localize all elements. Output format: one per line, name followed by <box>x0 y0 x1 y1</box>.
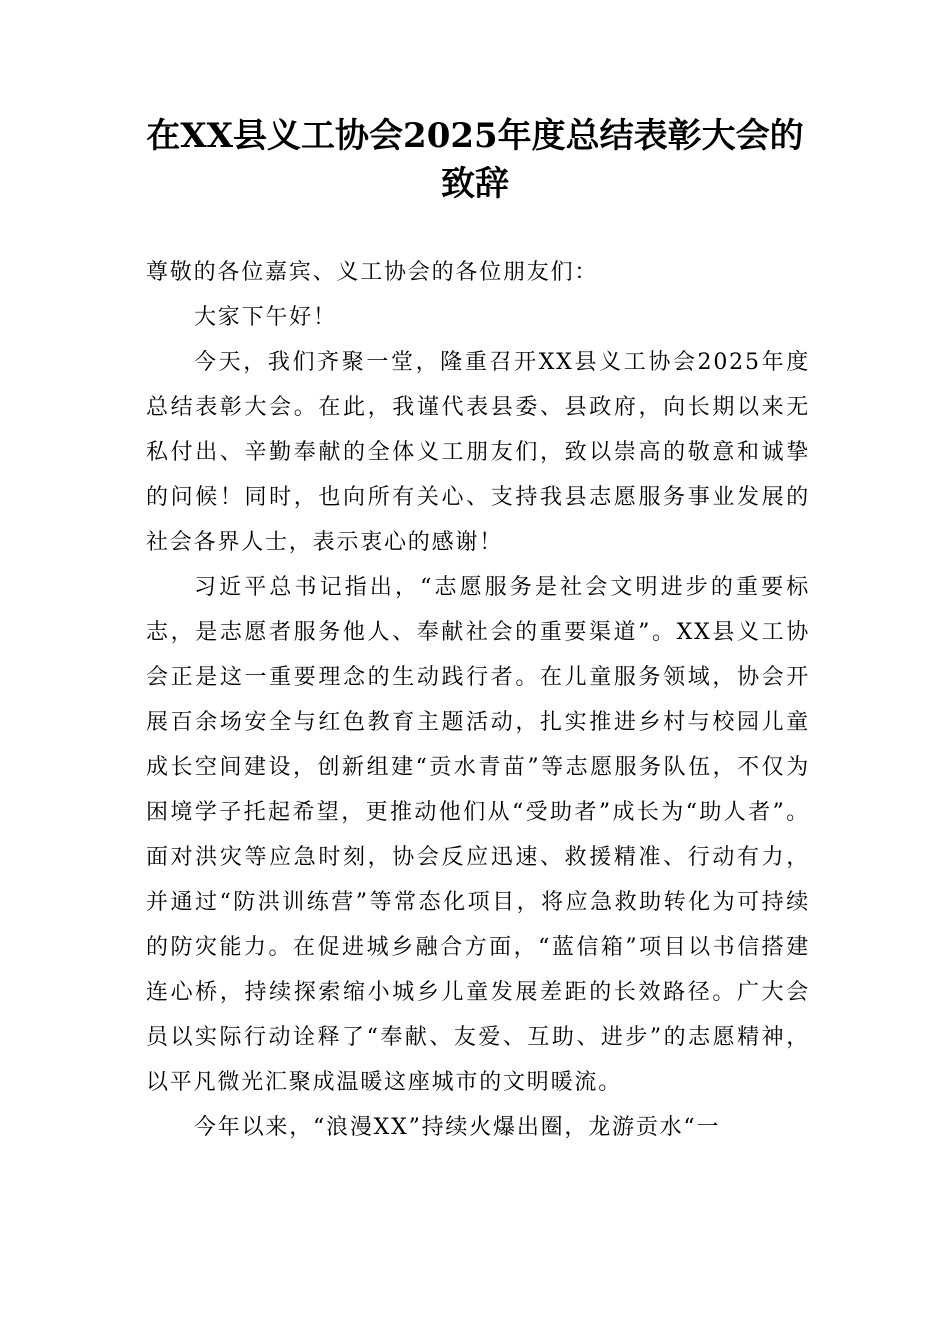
document-body <box>146 250 810 1150</box>
salutation-paragraph: 尊敬的各位嘉宾、义工协会的各位朋友们： <box>146 260 599 285</box>
opening-paragraph: 今天，我们齐聚一堂，隆重召开XX县义工协会2025年度总结表彰大会。在此，我谨代表县委、县政府，向长期以来无私付出、辛勤奉献的全体义工朋友们，致以崇高的敬意和诚挚的问候！同时，也向所有关心、支持我县志愿服务事业发展的社会各界人士，表示衷心的感谢！ <box>146 350 810 555</box>
continuation-paragraph: 今年以来，“浪漫XX”持续火爆出圈，龙游贡水“一 <box>194 1115 721 1140</box>
greeting-paragraph: 大家下午好！ <box>194 305 337 330</box>
achievements-paragraph: 习近平总书记指出，“志愿服务是社会文明进步的重要标志，是志愿者服务他人、奉献社会的重要渠道”。XX县义工协会正是这一重要理念的生动践行者。在儿童服务领域，协会开展百余场安全与红色教育主题活动，扎实推进乡村与校园儿童成长空间建设，创新组建“贡水青苗”等志愿服务队伍，不仅为困境学子托起希望，更推动他们从“受助者”成长为“助人者”。面对洪灾等应急时刻，协会反应迅速、救援精准、行动有力，并通过“防洪训练营”等常态化项目，将应急救助转化为可持续的防灾能力。在促进城乡融合方面，“蓝信箱”项目以书信搭建连心桥，持续探索缩小城乡儿童发展差距的长效路径。广大会员以实际行动诠释了“奉献、友爱、互助、进步”的志愿精神，以平凡微光汇聚成温暖这座城市的文明暖流。 <box>146 575 810 1095</box>
document-title: 在XX县义工协会2025年度总结表彰大会的致辞 <box>146 116 804 204</box>
